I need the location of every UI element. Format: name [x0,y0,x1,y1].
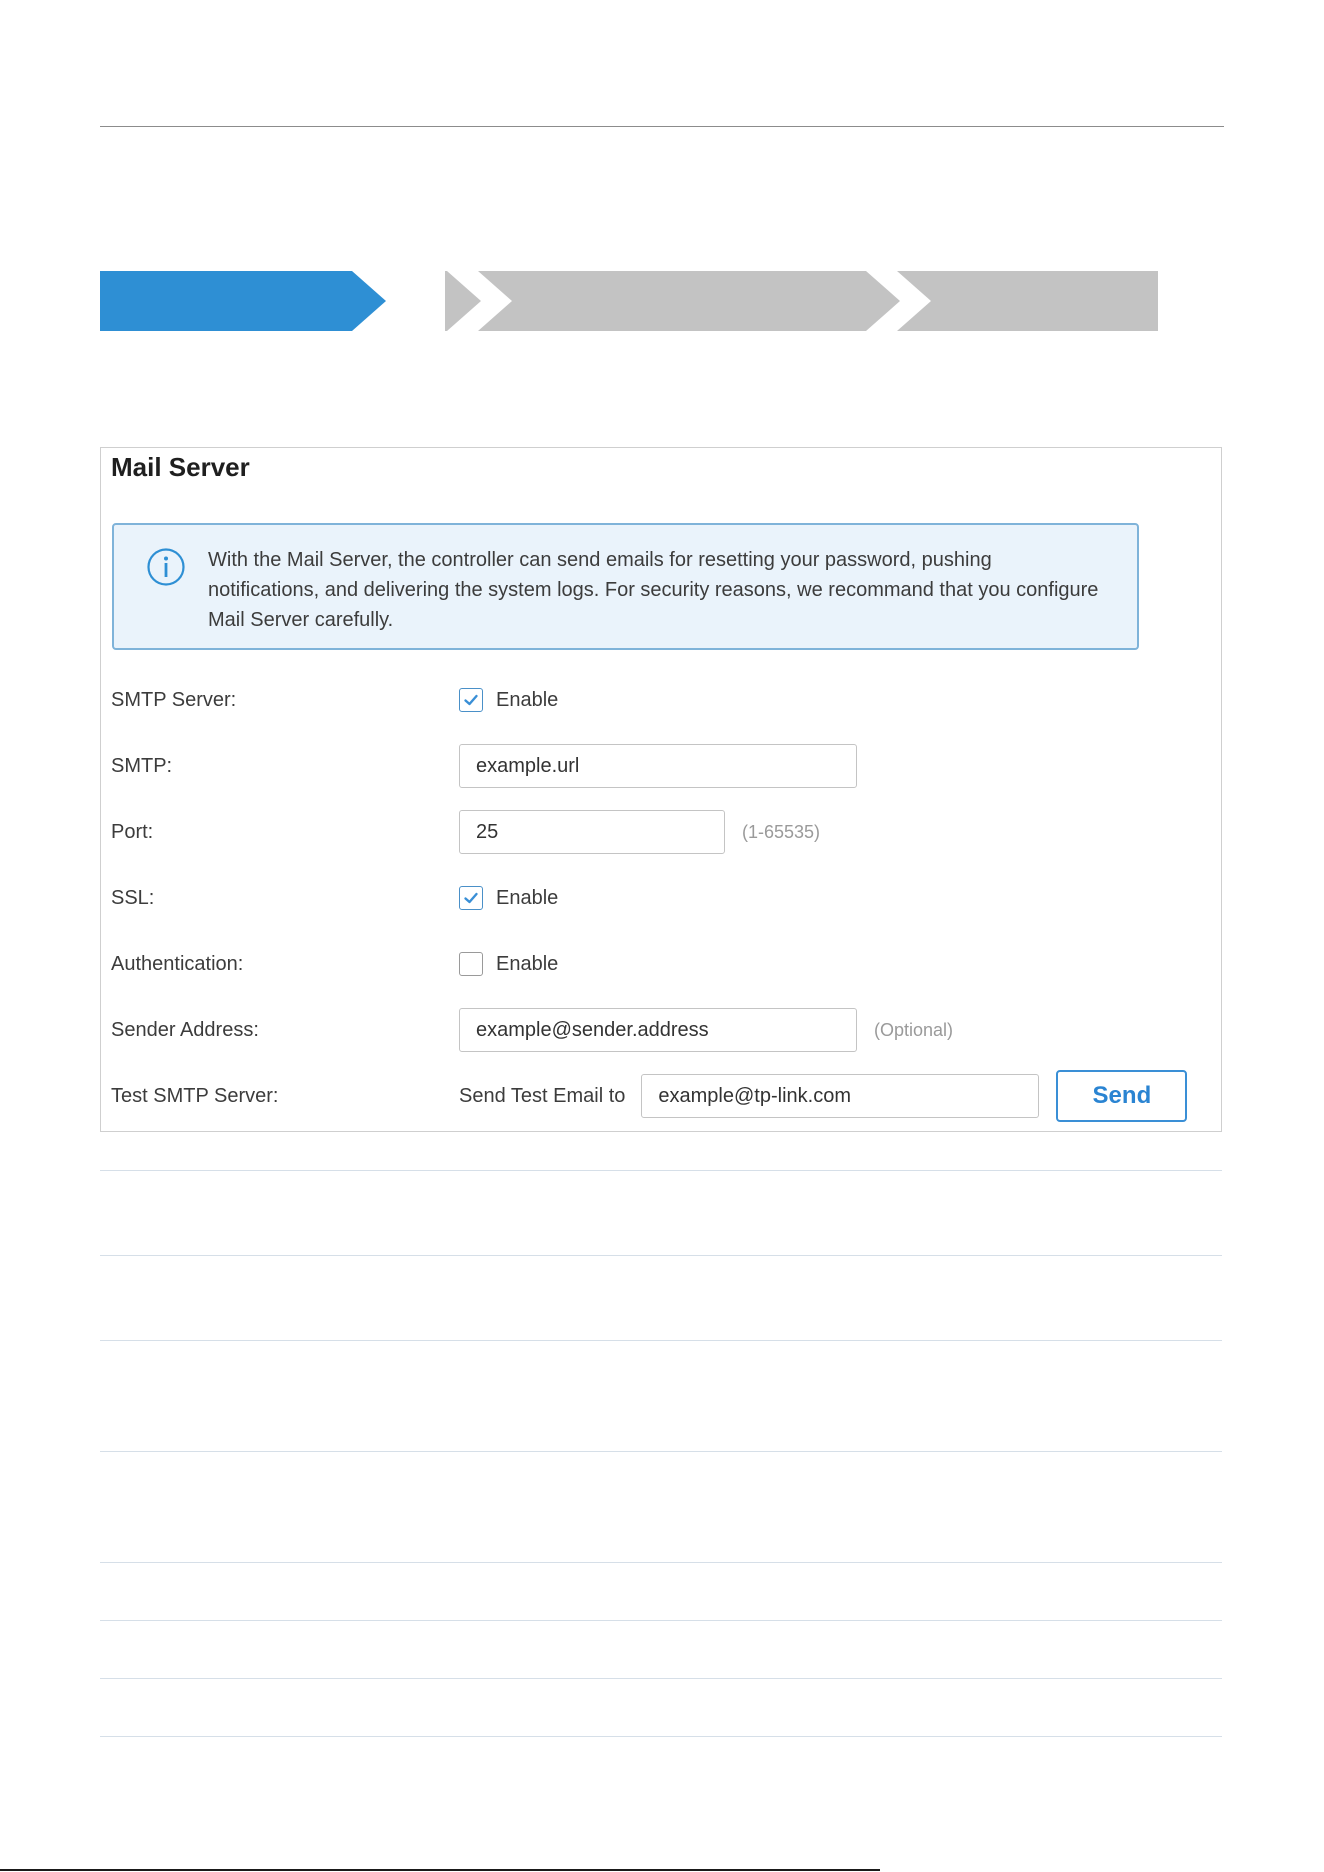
panel-title: Mail Server [111,452,250,482]
top-divider [100,126,1224,127]
divider-line [100,1340,1222,1341]
ssl-enable-label[interactable]: Enable [496,886,559,909]
send-button[interactable]: Send [1056,1070,1187,1122]
divider-line [100,1451,1222,1452]
check-icon [462,889,480,907]
ssl-enable-checkbox[interactable] [459,886,483,910]
row-port [101,809,1221,855]
info-notice [112,523,1139,650]
divider-line [100,1736,1222,1737]
step-1-tip [347,271,386,331]
smtp-label: SMTP: [111,755,173,777]
info-circle-icon [146,547,186,587]
ssl-label: SSL: [111,887,155,909]
smtp-server-label: SMTP Server: [111,689,237,711]
smtp-input[interactable] [459,744,857,788]
step-1-active[interactable] [100,271,347,331]
test-email-input[interactable] [641,1074,1039,1118]
test-smtp-label: Test SMTP Server: [111,1085,279,1107]
mail-server-panel [100,447,1222,1132]
authentication-label: Authentication: [111,953,244,975]
divider-line [100,1678,1222,1679]
divider-line [100,1170,1222,1171]
smtp-server-enable-checkbox[interactable] [459,688,483,712]
row-smtp-server [101,677,1221,723]
steps-graphic [100,271,1158,331]
smtp-server-enable-label[interactable]: Enable [496,688,559,711]
sender-address-input[interactable] [459,1008,857,1052]
divider-line [100,1255,1222,1256]
port-label: Port: [111,821,154,843]
row-sender-address [101,1007,1221,1053]
port-input[interactable] [459,810,725,854]
progress-steps [100,271,1158,331]
row-test-smtp [101,1073,1221,1119]
authentication-enable-label[interactable]: Enable [496,952,559,975]
row-smtp [101,743,1221,789]
divider-line [100,1620,1222,1621]
bottom-divider [0,1869,880,1871]
authentication-enable-checkbox[interactable] [459,952,483,976]
check-icon [462,691,480,709]
sender-address-label: Sender Address: [111,1019,259,1041]
row-ssl [101,875,1221,921]
sender-address-hint: (Optional) [874,1019,954,1040]
row-authentication [101,941,1221,987]
divider-line [100,1562,1222,1563]
info-text: With the Mail Server, the controller can send emails for resetting your password, pushing notifications, and delivering the system logs. For security reasons, we recommand that you configure Mail Server carefully. [208,549,1099,631]
send-test-email-label: Send Test Email to [459,1084,626,1107]
port-hint: (1-65535) [742,821,821,842]
